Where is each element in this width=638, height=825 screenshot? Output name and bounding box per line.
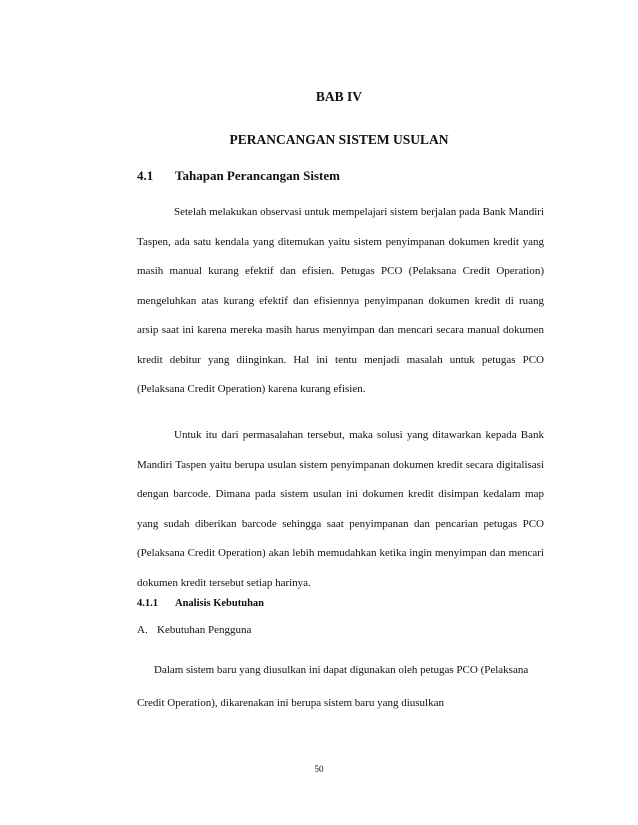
section-heading	[137, 168, 340, 184]
chapter-heading: BAB IV	[315, 89, 363, 104]
subsection-title: Analisis Kebutuhan	[175, 598, 264, 609]
page-number: 50	[314, 764, 324, 774]
subsection-number: 4.1.1	[137, 598, 158, 609]
body-paragraph-3: Dalam sistem baru yang diusulkan ini dapat digunakan oleh petugas PCO (Pelaksana Credit Operation), dikarenakan ini berupa sistem baru yang diusulkan	[137, 664, 529, 709]
section-number: 4.1	[137, 168, 154, 183]
list-item	[137, 624, 251, 636]
body-paragraph-1: Setelah melakukan observasi untuk mempelajari sistem berjalan pada Bank Mandiri Taspen, ada satu kendala yang ditemukan yaitu sistem penyimpanan dokumen kredit yang masih manual kurang efektif dan efisien. Petugas PCO (Pelaksana Credit Operation) mengeluhkan atas kurang efektif dan efisiennya penyimpanan dokumen kredit di ruang arsip saat ini karena mereka masih harus menyimpan dan mencari secara manual dokumen kredit debitur yang diinginkan. Hal ini tentu menjadi masalah untuk petugas PCO (Pelaksana Credit Operation) karena kurang efisien.	[137, 206, 544, 395]
section-title: Tahapan Perancangan Sistem	[175, 168, 340, 183]
body-paragraph-2: Untuk itu dari permasalahan tersebut, maka solusi yang ditawarkan kepada Bank Mandiri Taspen yaitu berupa usulan sistem penyimpanan dokumen kredit secara digitalisasi dengan barcode. Dimana pada sistem usulan ini dokumen kredit disimpan kedalam map yang sudah diberikan barcode sehingga saat penyimpanan dan pencarian petugas PCO (Pelaksana Credit Operation) akan lebih memudahkan ketika ingin menyimpan dan mencari dokumen kredit tersebut setiap harinya.	[137, 429, 544, 589]
list-item-marker: A.	[137, 624, 148, 636]
subsection-heading	[137, 598, 264, 609]
chapter-title: PERANCANGAN SISTEM USULAN	[229, 132, 449, 147]
list-item-text: Kebutuhan Pengguna	[157, 624, 252, 636]
